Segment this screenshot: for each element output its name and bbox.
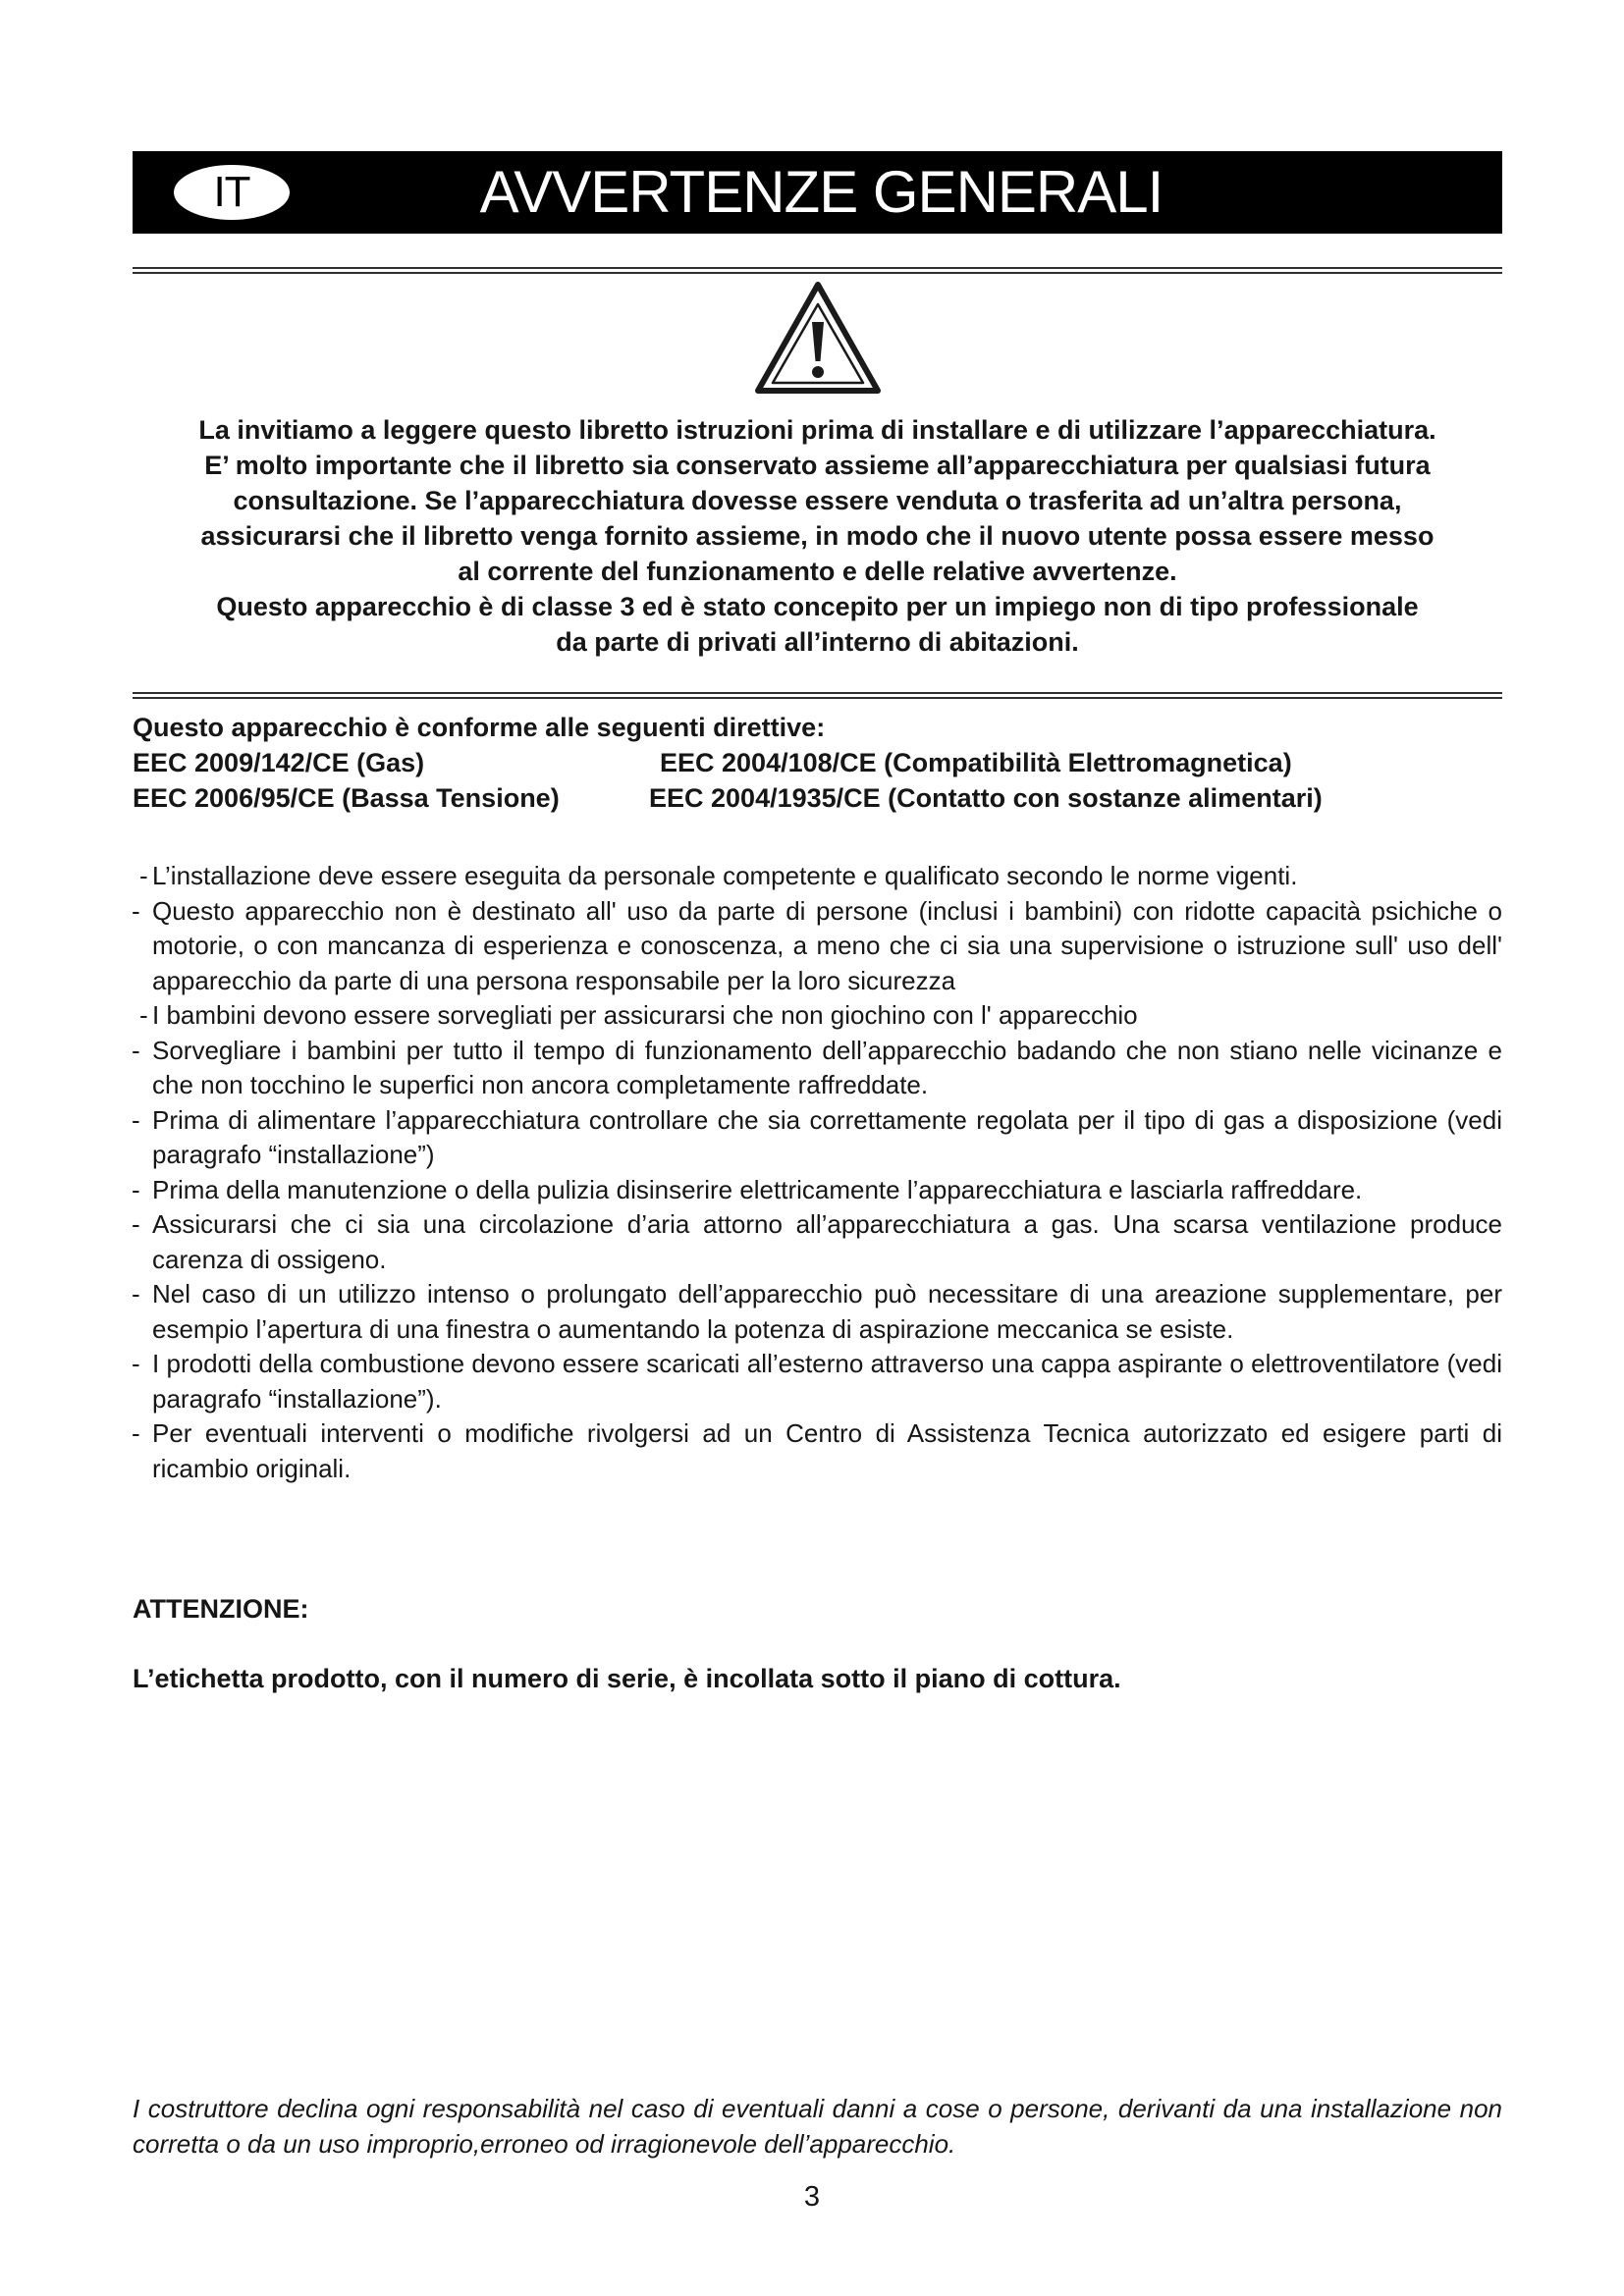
warning-item: - Assicurarsi che ci sia una circolazione d’aria attorno all’apparecchiatura a gas. Una scarsa ventilazione produce carenza di ossigeno. (128, 1207, 1502, 1277)
warning-item: - Questo apparecchio non è destinato all' uso da parte di persone (inclusi i bambini) con ridotte capacità psichiche o motorie, o con mancanza di esperienza e conoscenza, a meno che ci sia una supervisione o istruzione sull' uso dell' apparecchio da parte di una persona responsabile per la loro sicurezza (128, 894, 1502, 999)
intro-line: consultazione. Se l’apparecchiatura dovesse essere venduta o trasferita ad un’altra persona, (233, 486, 1402, 515)
divider-top (133, 267, 1502, 274)
intro-line: Questo apparecchio è di classe 3 ed è stato concepito per un impiego non di tipo professionale (216, 592, 1419, 621)
divider-middle (133, 692, 1502, 699)
disclaimer: I costruttore declina ogni responsabilità nel caso di eventuali danni a cose o persone, derivanti da una installazione non corretta o da un uso improprio,erroneo od irragionevole dell’apparecchio. (133, 2094, 1502, 2159)
intro-line: da parte di privati all’interno di abitazioni. (556, 627, 1079, 657)
warning-item: - Per eventuali interventi o modifiche rivolgersi ad un Centro di Assistenza Tecnica autorizzato ed esigere parti di ricambio originali. (128, 1416, 1502, 1486)
warning-item: - I prodotti della combustione devono essere scaricati all’esterno attraverso una cappa aspirante o elettroventilatore (vedi paragrafo “installazione”). (128, 1347, 1502, 1416)
directive-row (133, 780, 1502, 816)
warning-item: - Prima di alimentare l’apparecchiatura controllare che sia correttamente regolata per il tipo di gas a disposizione (vedi paragrafo “installazione”) (128, 1103, 1502, 1173)
directive-gas: EEC 2009/142/CE (Gas) (133, 748, 425, 777)
directive-row (133, 745, 1502, 780)
intro-line: al corrente del funzionamento e delle relative avvertenze. (458, 557, 1177, 586)
warning-item: - L’installazione deve essere eseguita da personale competente e qualificato secondo le norme vigenti. (128, 859, 1502, 894)
directives-section (133, 710, 1502, 816)
warning-item: - Prima della manutenzione o della pulizia disinserire elettricamente l’apparecchiatura e lasciarla raffreddare. (128, 1173, 1502, 1208)
language-badge: IT (174, 165, 290, 220)
attention-text: L’etichetta prodotto, con il numero di serie, è incollata sotto il piano di cottura. (133, 1664, 1121, 1693)
intro-paragraph (133, 412, 1502, 660)
directives-heading (133, 710, 1502, 745)
warning-triangle-icon (752, 279, 884, 397)
title-bar (133, 151, 1502, 234)
page-number: 3 (803, 2181, 821, 2213)
directive-low-voltage: EEC 2006/95/CE (Bassa Tensione) (133, 783, 560, 813)
warning-item: - Sorvegliare i bambini per tutto il tempo di funzionamento dell’apparecchio badando che non stiano nelle vicinanze e che non tocchino le superfici non ancora completamente raffreddate. (128, 1034, 1502, 1103)
warnings-list (128, 859, 1502, 1486)
intro-line: E’ molto importante che il libretto sia conservato assieme all’apparecchiatura per qualsiasi futura (204, 451, 1431, 480)
warning-item: - I bambini devono essere sorvegliati per assicurarsi che non giochino con l' apparecchio (128, 998, 1502, 1034)
directive-emc: EEC 2004/108/CE (Compatibilità Elettromagnetica) (660, 748, 1292, 777)
warning-item: - Nel caso di un utilizzo intenso o prolungato dell’apparecchio può necessitare di una areazione supplementare, per esempio l’apertura di una finestra o aumentando la potenza di aspirazione meccanica se esiste. (128, 1277, 1502, 1347)
attention-heading: ATTENZIONE: (133, 1594, 309, 1624)
intro-line: La invitiamo a leggere questo libretto istruzioni prima di installare e di utilizzare l’apparecchiatura. (198, 415, 1436, 445)
directive-food-contact: EEC 2004/1935/CE (Contatto con sostanze alimentari) (649, 783, 1323, 813)
page-title: AVVERTENZE GENERALI (479, 159, 1164, 225)
intro-line: assicurarsi che il libretto venga fornito assieme, in modo che il nuovo utente possa essere messo (200, 521, 1435, 551)
directives-heading-text: Questo apparecchio è conforme alle seguenti direttive: (133, 713, 826, 742)
